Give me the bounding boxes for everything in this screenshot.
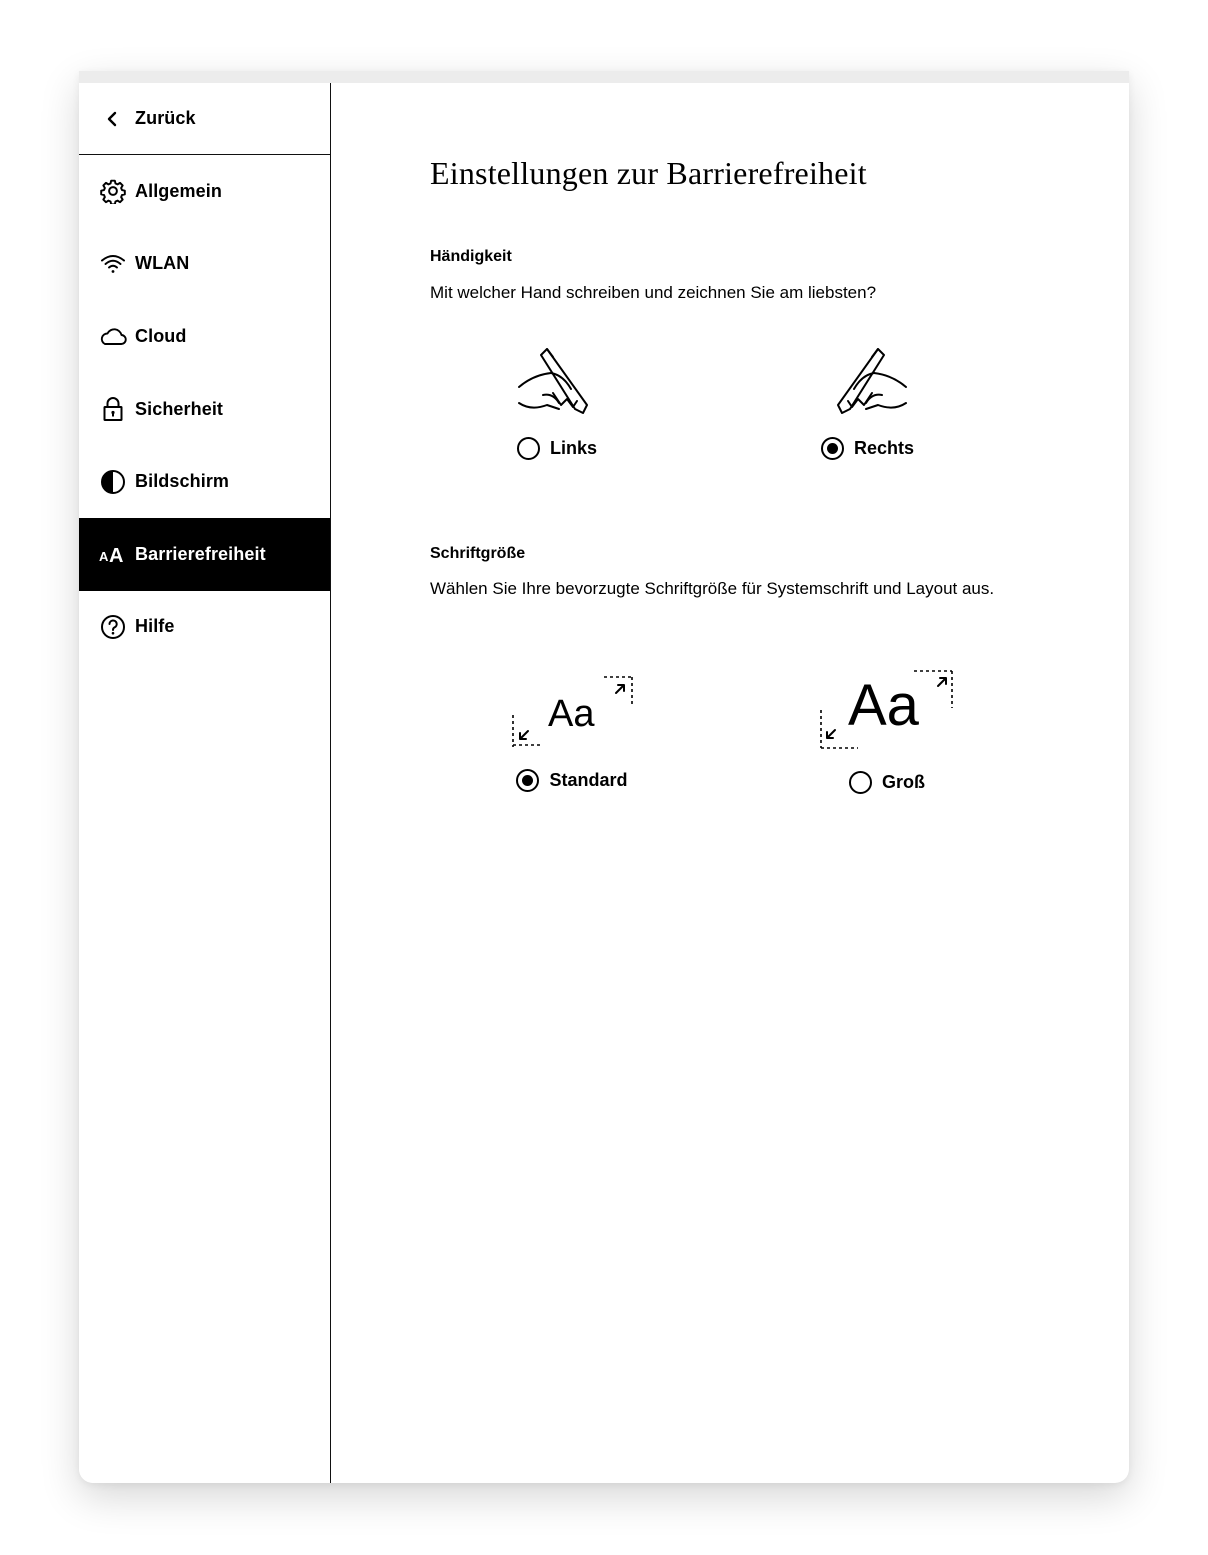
sidebar-item-wlan[interactable] — [79, 228, 330, 301]
radio-label: Links — [549, 438, 597, 458]
chevron-left-icon — [105, 105, 119, 133]
status-bar — [79, 71, 1129, 83]
sidebar-item-sicherheit[interactable] — [79, 373, 330, 446]
radio-links[interactable] — [517, 437, 597, 460]
sidebar-item-label: WLAN — [135, 253, 190, 274]
radio-unchecked-icon — [517, 437, 540, 460]
gear-icon — [99, 177, 127, 205]
radio-unchecked-icon — [849, 771, 872, 794]
handedness-option-left[interactable] — [513, 345, 601, 460]
sidebar-item-hilfe[interactable] — [79, 591, 330, 664]
handedness-description: Mit welcher Hand schreiben und zeichnen Sie am liebsten? — [430, 283, 877, 302]
radio-checked-icon — [821, 437, 844, 460]
radio-checked-icon — [516, 769, 539, 792]
font-size-heading: Schriftgröße — [430, 545, 526, 562]
font-size-option-standard[interactable] — [510, 673, 634, 792]
radio-label: Standard — [549, 770, 628, 790]
sidebar-item-allgemein[interactable] — [79, 155, 330, 228]
sample-text-large: Aa — [848, 673, 919, 738]
svg-text:A: A — [99, 549, 109, 565]
sidebar-item-label: Sicherheit — [135, 398, 224, 419]
radio-label: Rechts — [854, 438, 915, 458]
sidebar-item-label: Allgemein — [135, 180, 222, 201]
lock-icon — [99, 395, 127, 423]
settings-sidebar — [79, 83, 331, 1483]
radio-standard[interactable] — [516, 769, 627, 792]
font-size-description: Wählen Sie Ihre bevorzugte Schriftgröße für Systemschrift und Layout aus. — [430, 579, 995, 598]
sidebar-item-cloud[interactable] — [79, 300, 330, 373]
font-size-option-large[interactable] — [818, 668, 956, 794]
contrast-icon — [99, 468, 127, 496]
device-frame — [79, 71, 1129, 1483]
wifi-icon — [99, 250, 127, 278]
sidebar-item-bildschirm[interactable] — [79, 445, 330, 518]
back-label: Zurück — [135, 108, 196, 128]
radio-rechts[interactable] — [821, 437, 914, 460]
text-size-icon — [99, 540, 127, 568]
svg-text:A: A — [109, 545, 124, 566]
sidebar-item-label: Bildschirm — [135, 471, 230, 492]
back-button[interactable] — [79, 83, 330, 155]
handedness-heading: Händigkeit — [430, 248, 512, 265]
sidebar-item-label: Hilfe — [135, 616, 175, 637]
font-size-standard-icon — [510, 673, 634, 749]
sidebar-item-label: Barrierefreiheit — [135, 543, 266, 564]
sidebar-item-barrierefreiheit[interactable] — [79, 518, 330, 591]
radio-gross[interactable] — [849, 771, 925, 794]
left-hand-pen-icon — [513, 345, 601, 421]
radio-label: Groß — [882, 772, 925, 792]
page-title: Einstellungen zur Barrierefreiheit — [430, 155, 867, 191]
sidebar-item-label: Cloud — [135, 325, 187, 346]
right-hand-pen-icon — [824, 345, 912, 421]
font-size-large-icon — [818, 668, 956, 750]
help-icon — [99, 613, 127, 641]
sample-text-standard: Aa — [548, 693, 595, 735]
cloud-icon — [99, 322, 127, 350]
handedness-option-right[interactable] — [821, 345, 914, 460]
